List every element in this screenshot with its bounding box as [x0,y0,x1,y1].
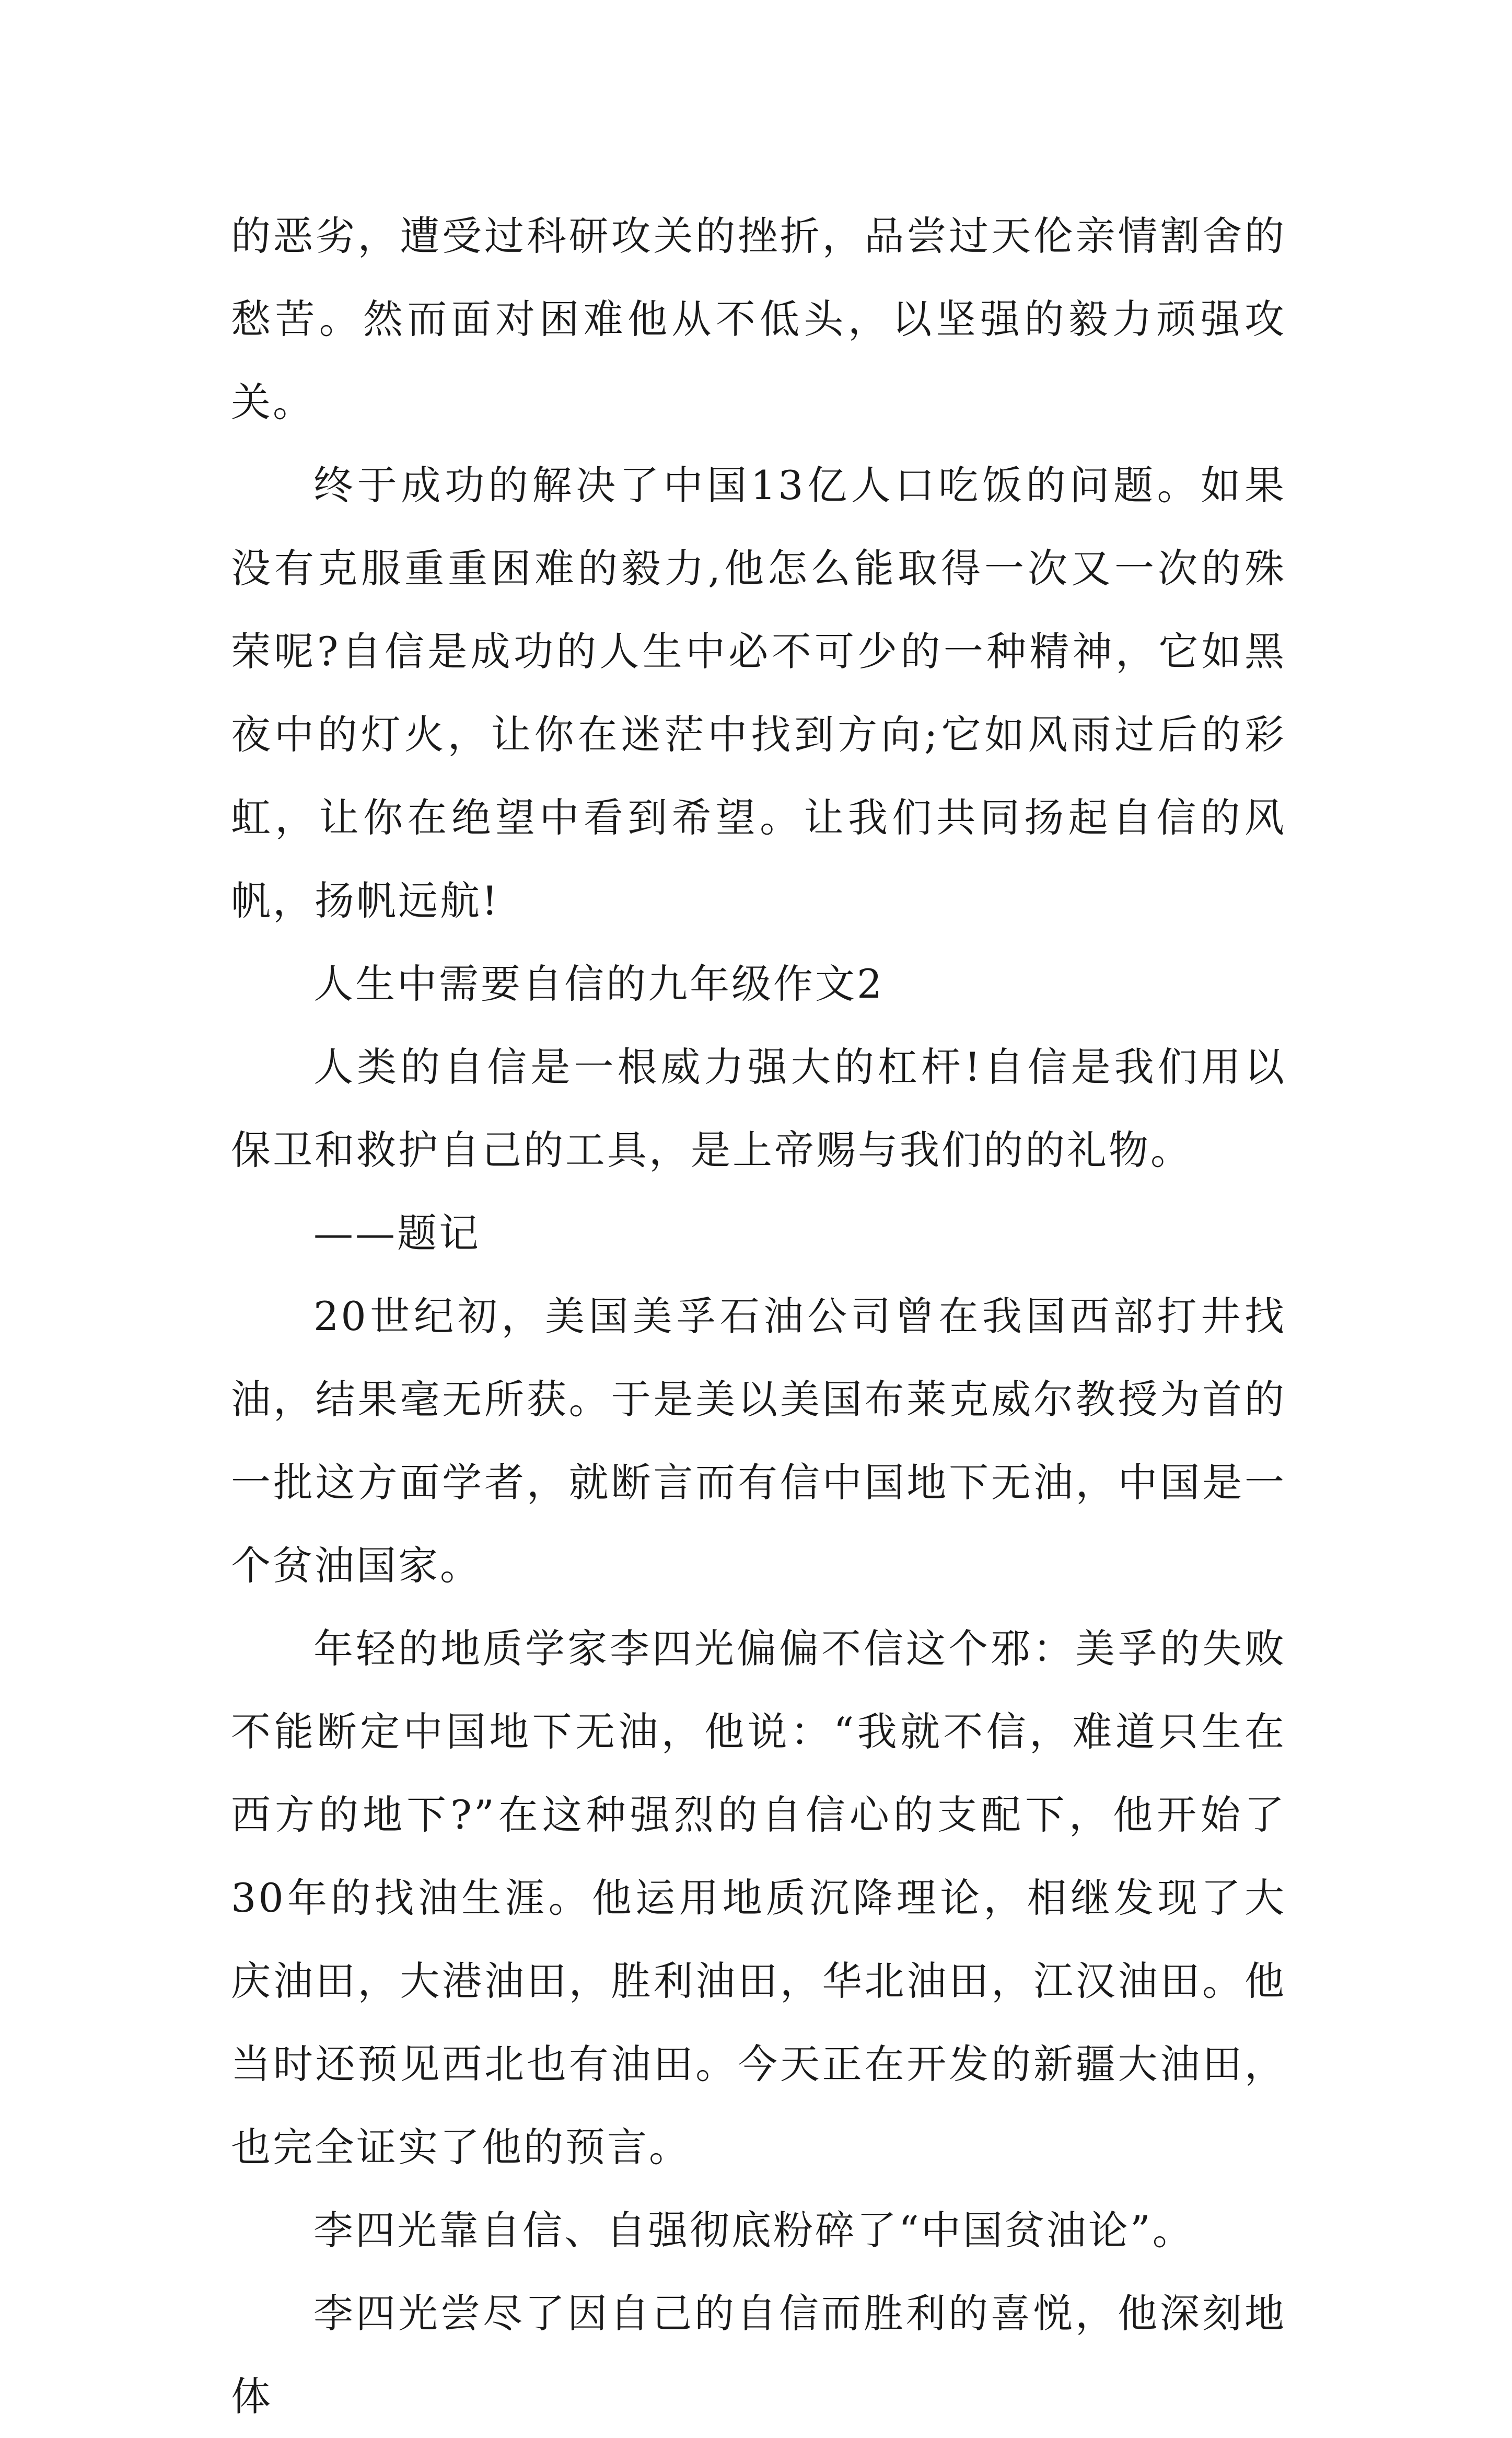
epigraph: 人类的自信是一根威力强大的杠杆!自信是我们用以保卫和救护自己的工具，是上帝赐与我们的的礼物。 [231,1044,1286,1173]
paragraph-3: 20世纪初，美国美孚石油公司曾在我国西部打井找油，结果毫无所获。于是美以美国布莱克威尔教授为首的一批这方面学者，就断言而有信中国地下无油，中国是一个贫油国家。 [231,1293,1286,1589]
section-heading: 人生中需要自信的九年级作文2 [313,961,885,1007]
paragraph-2: 终于成功的解决了中国13亿人口吃饭的问题。如果没有克服重重困难的毅力,他怎么能取得一次又一次的殊荣呢?自信是成功的人生中必不可少的一种精神，它如黑夜中的灯火，让你在迷茫中找到方向;它如风雨过后的彩虹，让你在绝望中看到希望。让我们共同扬起自信的风帆，扬帆远航! [231,462,1286,924]
paragraph-1: 的恶劣，遭受过科研攻关的挫折，品尝过天伦亲情割舍的愁苦。然而面对困难他从不低头，以坚强的毅力顽强攻关。 [231,213,1286,425]
epigraph-attribution: ——题记 [313,1210,481,1256]
paragraph-4: 年轻的地质学家李四光偏偏不信这个邪：美孚的失败不能断定中国地下无油，他说：“我就不信，难道只生在西方的地下?”在这种强烈的自信心的支配下，他开始了30年的找油生涯。他运用地质沉降理论，相继发现了大庆油田，大港油田，胜利油田，华北油田，江汉油田。他当时还预见西北也有油田。今天正在开发的新疆大油田，也完全证实了他的预言。 [231,1625,1286,2170]
paragraph-6: 李四光尝尽了因自己的自信而胜利的喜悦，他深刻地体 [231,2290,1286,2420]
paragraph-5: 李四光靠自信、自强彻底粉碎了“中国贫油论”。 [313,2207,1194,2254]
body-text [231,194,1286,2438]
